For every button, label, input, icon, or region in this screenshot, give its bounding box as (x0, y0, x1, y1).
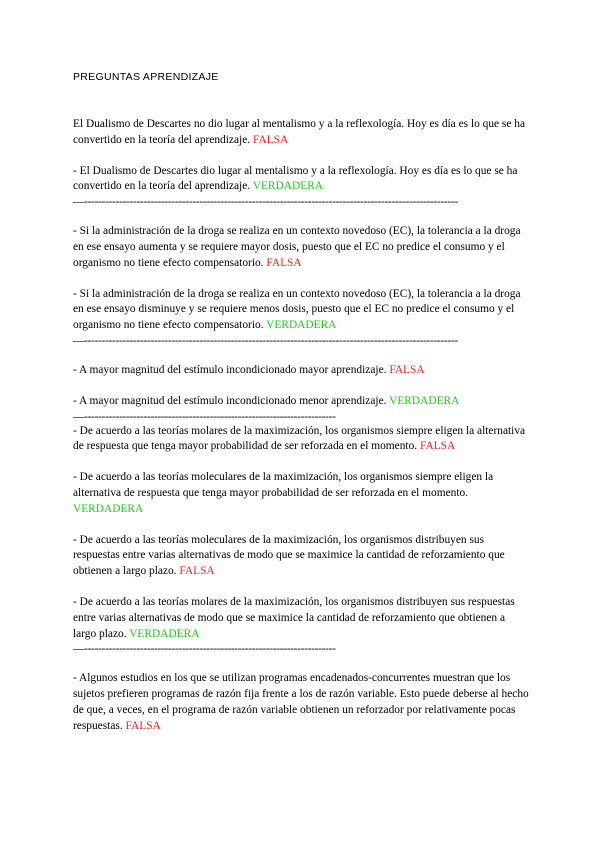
answer-false: FALSA (252, 133, 289, 146)
answer-false: FALSA (419, 440, 456, 453)
question-item (73, 424, 529, 456)
question-text: El Dualismo de Descartes no dio lugar al mentalismo y a la reflexología. Hoy es día es lo que se ha convertido en la teoría del aprendizaje. (73, 118, 526, 146)
question-item (73, 224, 529, 271)
question-text: - De acuerdo a las teorías moleculares de la maximización, los organismos siempre eligen la alternativa de respuesta que tenga mayor probabilidad de ser reforzada en el momento. (73, 471, 494, 499)
separator-line: —----------------------------------------------------------------------------------------------------------- (73, 196, 458, 209)
question-item (73, 164, 529, 196)
document-body (73, 117, 529, 750)
question-item (73, 117, 529, 149)
answer-false: FALSA (266, 256, 302, 269)
question-text: - Si la administración de la droga se realiza en un contexto novedoso (EC), la tolerancia a la droga en ese ensayo aumenta y se requiere mayor dosis, puesto que el EC no predice el consumo y el organismo no tiene efecto compensatorio. (73, 225, 521, 269)
answer-true: VERDADERA (389, 394, 460, 407)
question-text: - Si la administración de la droga se realiza en un contexto novedoso (EC), la tolerancia a la droga en ese ensayo disminuye y se requiere menos dosis, puesto que el EC no predice el consumo y el organismo no tiene efecto compensatorio. (73, 287, 521, 332)
question-text: - El Dualismo de Descartes dio lugar al mentalismo y a la reflexología. Hoy es día es lo que se ha convertido en la teoría del aprendizaje. (73, 164, 518, 193)
answer-true: VERDADERA (73, 502, 144, 515)
separator-line: —------------------------------------------------------------------------ (73, 410, 336, 423)
answer-true: VERDADERA (129, 627, 200, 640)
separator-line: —------------------------------------------------------------------------ (73, 643, 336, 656)
question-item (73, 394, 529, 410)
document-title: PREGUNTAS APRENDIZAJE (73, 71, 219, 83)
question-text: - De acuerdo a las teorías molares de la maximización, los organismos siempre eligen la alternativa de respuesta que tenga mayor probabilidad de ser reforzada en el momento. (73, 424, 526, 453)
question-text: - A mayor magnitud del estímulo incondicionado mayor aprendizaje. (73, 363, 390, 376)
separator-line: —----------------------------------------------------------------------------------------------------------- (73, 334, 458, 347)
question-text: - Algunos estudios en los que se utilizan programas encadenados-concurrentes muestran que los sujetos prefieren programas de razón fija frente a los de razón variable. Esto puede deberse al hecho de que, a veces, en el programa de razón variable obtienen un reforzador por relativamente pocas respuestas. (73, 672, 529, 732)
question-text: - A mayor magnitud del estímulo incondicionado menor aprendizaje. (73, 394, 390, 407)
question-item (73, 595, 529, 642)
question-item (73, 287, 529, 334)
question-item (73, 363, 529, 379)
answer-true: VERDADERA (252, 180, 323, 193)
question-item (73, 671, 529, 734)
question-item (73, 533, 529, 580)
question-text: - De acuerdo a las teorías moleculares de la maximización, los organismos distribuyen sus respuestas entre varias alternativas de modo que se maximice la cantidad de reforzamiento que obtienen a largo plazo. (73, 533, 505, 578)
answer-false: FALSA (389, 363, 425, 376)
answer-true: VERDADERA (266, 319, 337, 332)
answer-false: FALSA (125, 719, 161, 732)
question-text: - De acuerdo a las teorías molares de la maximización, los organismos distribuyen sus respuestas entre varias alternativas de modo que se maximice la cantidad de reforzamiento que obtienen a largo plazo. (73, 595, 515, 640)
answer-false: FALSA (179, 565, 215, 578)
question-item (73, 470, 529, 517)
